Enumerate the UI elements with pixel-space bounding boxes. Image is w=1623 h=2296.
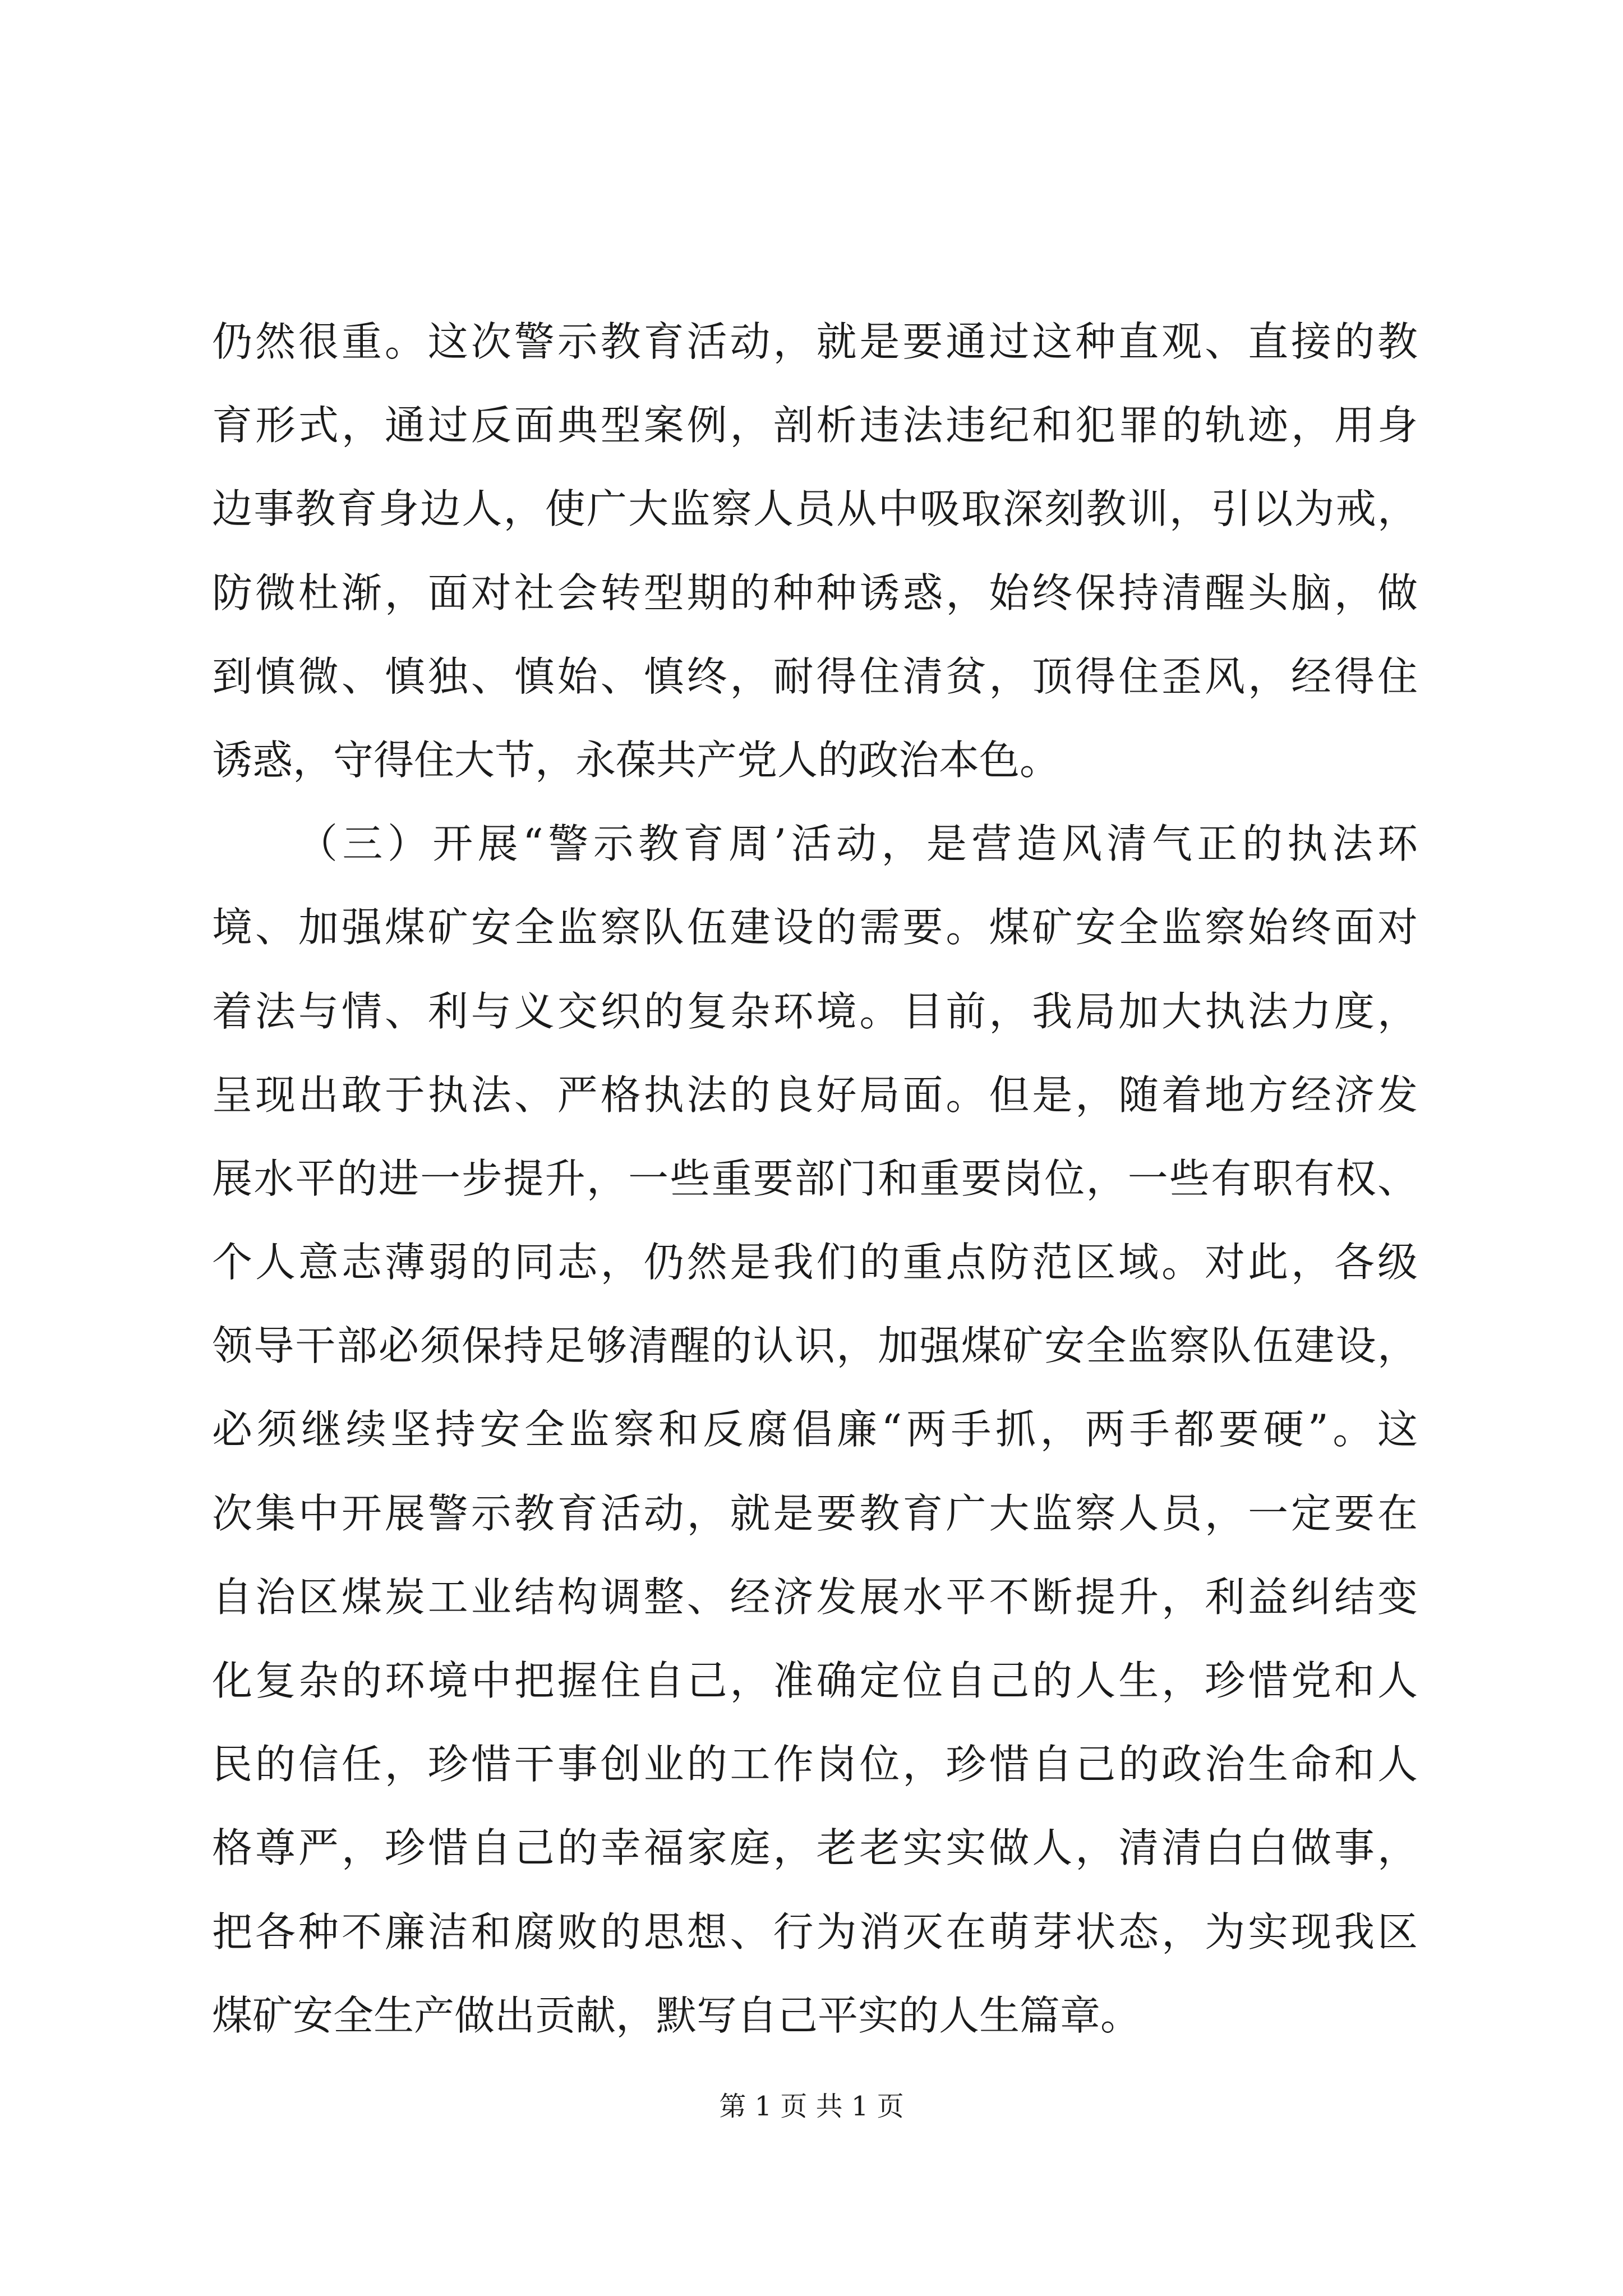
text-line: 诱惑，守得住大节，永葆共产党人的政治本色。	[212, 736, 1061, 784]
text-line: 境、加强煤矿安全监察队伍建设的需要。煤矿安全监察始终面对	[212, 904, 1418, 951]
text-line: 化复杂的环境中把握住自己，准确定位自己的人生，珍惜党和人	[212, 1657, 1418, 1704]
text-line: 育形式，通过反面典型案例，剖析违法违纪和犯罪的轨迹，用身	[212, 402, 1418, 449]
text-line: 自治区煤炭工业结构调整、经济发展水平不断提升，利益纠结变	[212, 1573, 1418, 1621]
text-line: 仍然很重。这次警示教育活动，就是要通过这种直观、直接的教	[212, 318, 1418, 365]
text-line: 民的信任，珍惜干事创业的工作岗位，珍惜自己的政治生命和人	[212, 1741, 1418, 1788]
page-number: 第 1 页 共 1 页	[719, 2091, 904, 2122]
text-line: 个人意志薄弱的同志，仍然是我们的重点防范区域。对此，各级	[212, 1239, 1418, 1286]
text-line: 次集中开展警示教育活动，就是要教育广大监察人员，一定要在	[212, 1489, 1418, 1537]
text-line: 格尊严，珍惜自己的幸福家庭，老老实实做人，清清白白做事，	[212, 1824, 1418, 1872]
text-line: 把各种不廉洁和腐败的思想、行为消灭在萌芽状态，为实现我区	[212, 1908, 1418, 1955]
body-text	[212, 300, 1418, 2058]
text-line: 必须继续坚持安全监察和反腐倡廉“两手抓，两手都要硬”。这	[212, 1406, 1418, 1453]
text-line: 防微杜渐，面对社会转型期的种种诱惑，始终保持清醒头脑，做	[212, 569, 1418, 616]
text-line: 呈现出敢于执法、严格执法的良好局面。但是，随着地方经济发	[212, 1071, 1418, 1119]
text-line: （三）开展“警示教育周’活动，是营造风清气正的执法环	[297, 820, 1418, 868]
text-line: 展水平的进一步提升，一些重要部门和重要岗位，一些有职有权、	[212, 1154, 1418, 1202]
text-line: 领导干部必须保持足够清醒的认识，加强煤矿安全监察队伍建设，	[212, 1322, 1418, 1370]
text-line: 到慎微、慎独、慎始、慎终，耐得住清贫，顶得住歪风，经得住	[212, 652, 1418, 700]
text-line: 煤矿安全生产做出贡献，默写自己平实的人生篇章。	[212, 1991, 1141, 2039]
text-line: 边事教育身边人，使广大监察人员从中吸取深刻教训，引以为戒，	[212, 485, 1418, 533]
text-line: 着法与情、利与义交织的复杂环境。目前，我局加大执法力度，	[212, 987, 1418, 1035]
